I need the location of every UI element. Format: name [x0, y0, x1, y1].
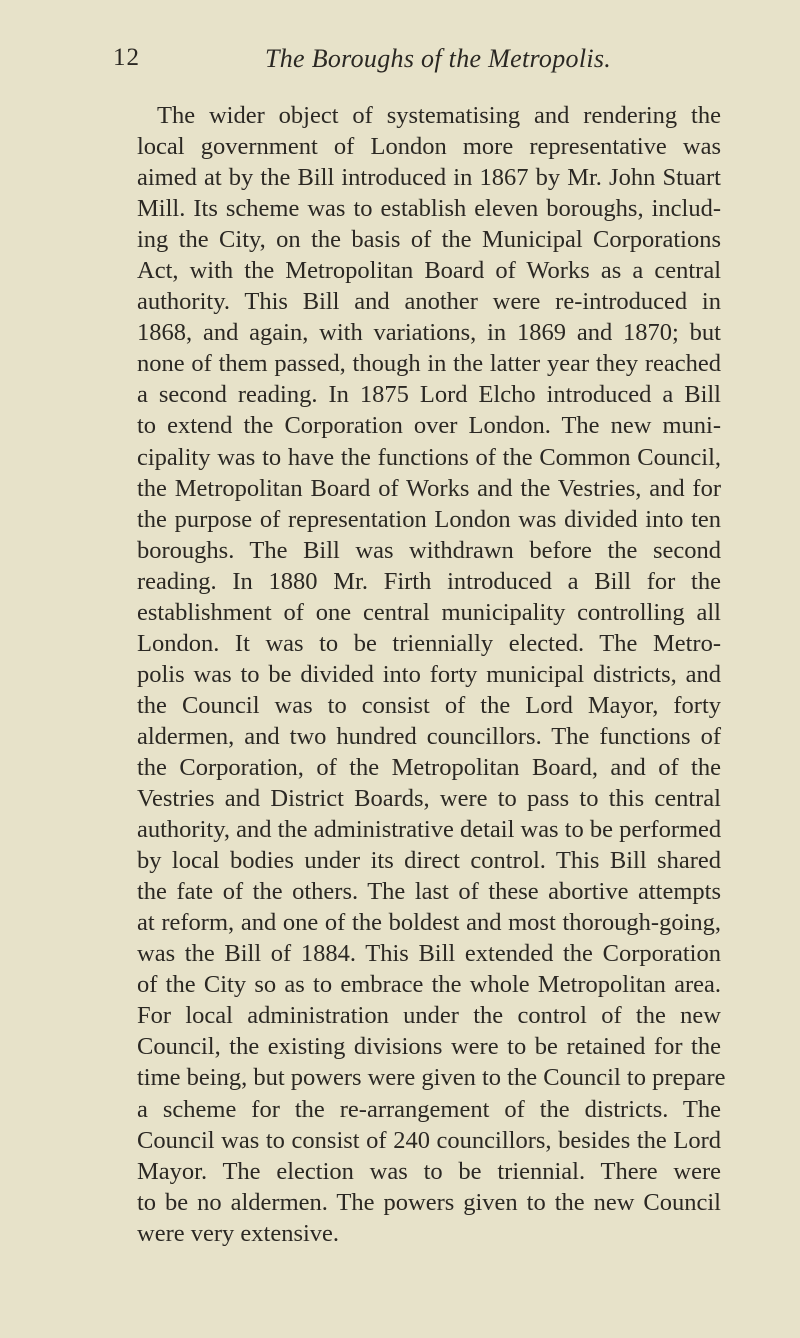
text-line: aimed at by the Bill introduced in 1867 by Mr. John Stuart: [137, 164, 721, 192]
text-line: a scheme for the re-arrangement of the districts. The: [137, 1095, 721, 1123]
text-line: Council, the existing divisions were to be retained for the: [137, 1033, 721, 1061]
text-line: Act, with the Metropolitan Board of Works as a central: [137, 257, 721, 285]
text-line: The wider object of systematising and rendering the: [157, 102, 721, 129]
text-line: cipality was to have the functions of the Common Council,: [137, 443, 721, 471]
text-line: reading. In 1880 Mr. Firth introduced a Bill for the: [137, 567, 721, 595]
running-title: The Boroughs of the Metropolis.: [265, 44, 612, 73]
text-line: 1868, and again, with variations, in 1869 and 1870; but: [137, 319, 721, 347]
text-line: to extend the Corporation over London. The new muni-: [137, 412, 721, 440]
text-line: establishment of one central municipality controlling all: [137, 598, 721, 626]
text-line: were very extensive.: [137, 1219, 340, 1247]
page-number: 12: [113, 44, 140, 71]
text-line: aldermen, and two hundred councillors. The functions of: [137, 722, 721, 750]
text-line: authority, and the administrative detail was to be performed: [137, 816, 722, 844]
running-head: [0, 44, 800, 84]
text-line: the Council was to consist of the Lord Mayor, forty: [137, 691, 721, 719]
text-line: boroughs. The Bill was withdrawn before the second: [137, 536, 721, 564]
text-line: Council was to consist of 240 councillors, besides the Lord: [137, 1126, 721, 1154]
text-line: local government of London more representative was: [137, 133, 721, 161]
text-line: Vestries and District Boards, were to pass to this central: [137, 785, 721, 813]
text-line: London. It was to be triennially elected. The Metro-: [137, 629, 721, 657]
text-line: Mayor. The election was to be triennial. There were: [137, 1157, 721, 1185]
text-line: the Corporation, of the Metropolitan Board, and of the: [137, 753, 721, 781]
text-line: to be no aldermen. The powers given to the new Council: [137, 1188, 721, 1216]
text-line: of the City so as to embrace the whole Metropolitan area.: [137, 971, 721, 999]
text-line: For local administration under the control of the new: [137, 1002, 721, 1030]
text-line: the fate of the others. The last of these abortive attempts: [137, 878, 721, 906]
text-line: authority. This Bill and another were re-introduced in: [137, 288, 721, 316]
text-line: the Metropolitan Board of Works and the Vestries, and for: [137, 474, 721, 502]
body-paragraph: [137, 100, 726, 1249]
text-line: Mill. Its scheme was to establish eleven boroughs, includ-: [137, 195, 721, 223]
text-line: at reform, and one of the boldest and most thorough-going,: [137, 909, 721, 937]
text-line: the purpose of representation London was divided into ten: [137, 505, 721, 533]
text-line: none of them passed, though in the latter year they reached: [137, 350, 721, 378]
text-line: a second reading. In 1875 Lord Elcho introduced a Bill: [137, 381, 721, 409]
text-line: polis was to be divided into forty municipal districts, and: [137, 660, 721, 688]
text-line: time being, but powers were given to the Council to prepare: [137, 1064, 726, 1092]
text-line: was the Bill of 1884. This Bill extended the Corporation: [137, 940, 721, 968]
text-line: ing the City, on the basis of the Municipal Corporations: [137, 226, 721, 254]
text-line: by local bodies under its direct control. This Bill shared: [137, 847, 721, 875]
